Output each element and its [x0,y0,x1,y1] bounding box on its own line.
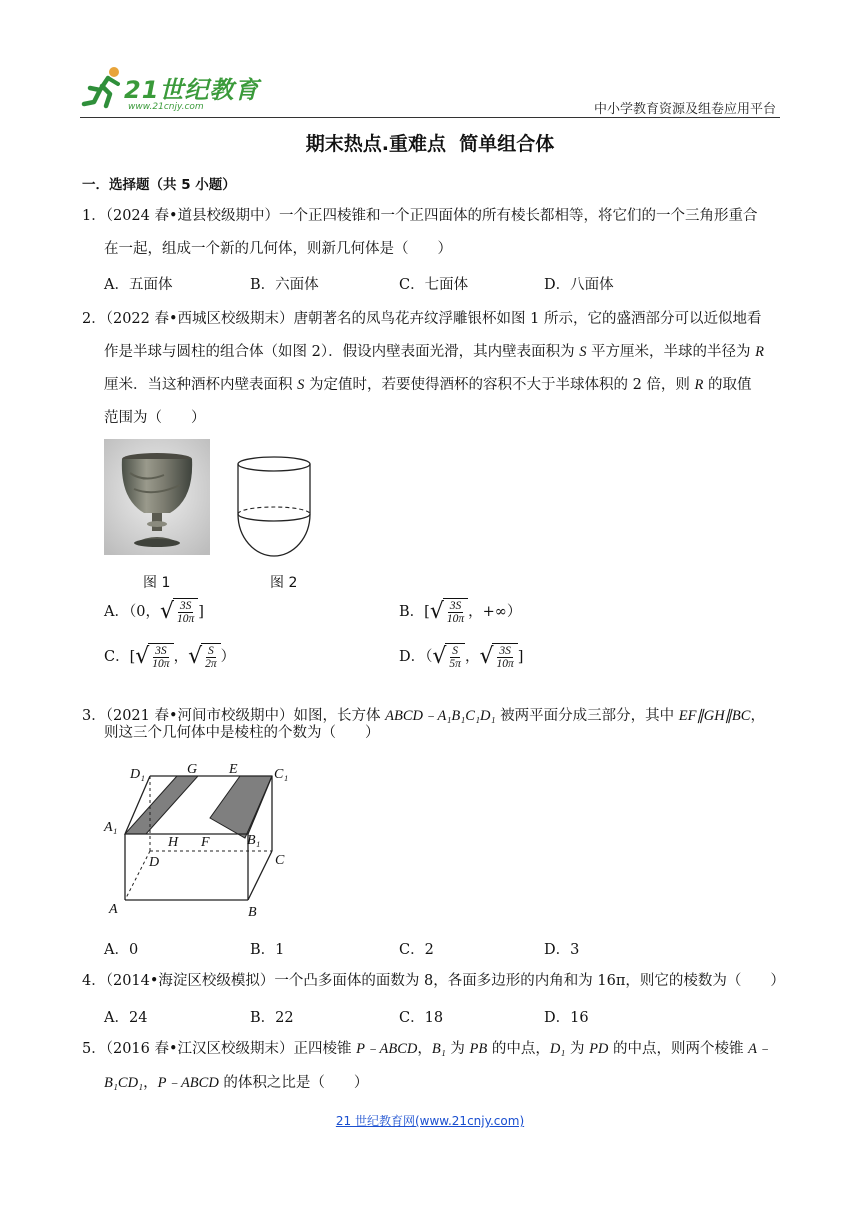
q3-text: 3．（2021 春•河间市校级期中）如图，长方体 [82,708,386,724]
q3-text: 被两平面分成三部分，其中 [495,708,679,724]
logo-text: 21世纪教育 [124,76,260,104]
solid-name: ABCD﹣A₁B₁C₁D₁ [385,708,496,724]
q5-text: 的中点，则两个棱锥 [608,1041,749,1057]
var-s: S [579,344,587,360]
q2-option-a [104,598,204,626]
var-r: R [694,377,704,393]
fraction-denominator: 10π [496,658,514,670]
label-h: H [168,835,179,850]
pyramid-name: P﹣ABCD [356,1041,418,1057]
question-2-line-2 [104,335,764,369]
q1-option-c: C．七面体 [399,277,469,293]
fraction-denominator: 2π [205,658,217,670]
q1-option-b: B．六面体 [250,277,319,293]
figure-3-cuboid-diagram [100,758,300,920]
fraction-denominator: 10π [446,613,465,625]
figure-1-caption: 图 1 [143,575,171,591]
platform-label: 中小学教育资源及组卷应用平台 [593,102,776,117]
q3-text: ， [750,708,765,724]
fraction-numerator: S [452,645,459,657]
q1-option-a: A．五面体 [104,277,173,293]
question-3-line-2: 则这三个几何体中是棱柱的个数为（ ） [104,725,380,741]
q2-text: 平方厘米，半球的半径为 [586,344,756,360]
fraction-denominator: 5π [449,658,461,670]
option-text: ，+∞） [468,604,522,620]
label-b: B [248,905,257,920]
sqrt-expression: √ $\frac{3S}{10\pi}$ [160,598,198,626]
point-b1: B₁ [431,1041,446,1057]
question-1-line-1: 1．（2024 春•道县校级期中）一个正四棱锥和一个正四面体的所有棱长都相等，将它们的一个三角形重合 [82,208,758,224]
q5-text: ， [143,1075,158,1091]
sqrt-expression: √ $\frac{3S}{10\pi}$ [135,643,173,671]
sqrt-expression: √ $\frac{3S}{10\pi}$ [479,643,517,671]
label-c: C [275,853,285,868]
option-text: ， [173,649,189,665]
question-2-line-4: 范围为（ ） [104,410,206,426]
option-text: B．[ [399,604,430,620]
label-g: G [187,762,198,777]
question-2-line-1: 2．（2022 春•西城区校级期末）唐朝著名的凤鸟花卉纹浮雕银杯如图 1 所示，它的盛酒部分可以近似地看 [82,311,762,327]
q2-text: 作是半球与圆柱的组合体（如图 2）．假设内壁表面光滑，其内壁表面积为 [104,344,580,360]
option-text: ] [198,604,204,620]
q2-text: 的取值 [703,377,752,393]
sqrt-expression: √ $\frac{S}{5\pi}$ [432,643,465,671]
q2-text: 厘米．当这种酒杯内壁表面积 [104,377,298,393]
question-2-line-3 [104,368,752,402]
q4-option-d: D．16 [544,1010,589,1026]
sqrt-expression: √ $\frac{S}{2\pi}$ [188,643,221,671]
fraction-numerator: S [207,645,214,657]
figure-2-diagram [228,452,320,564]
label-a1: A₁ [104,820,118,835]
var-r: R [755,344,765,360]
q5-text: 5．（2016 春•江汉区校级期末）正四棱锥 [82,1041,357,1057]
label-c1: C₁ [274,767,289,782]
q1-option-d: D．八面体 [544,277,614,293]
fraction-numerator: 3S [449,600,462,612]
point-d1: D₁ [549,1041,566,1057]
q4-option-a: A．24 [104,1010,148,1026]
header [78,62,780,118]
q4-option-c: C．18 [399,1010,444,1026]
var-s: S [297,377,305,393]
segment-pb: PB [469,1041,488,1057]
figure-2-caption: 图 2 [270,575,298,591]
label-e: E [229,762,238,777]
q5-text: 的中点， [487,1041,550,1057]
fraction-denominator: 10π [152,658,170,670]
parallel-relation: EF∥GH∥BC [678,708,751,724]
footer-link[interactable]: 21 世纪教育网(www.21cnjy.com) [335,1114,525,1128]
q2-option-c [104,643,235,671]
figure-1-cup-photo [104,439,210,555]
label-a: A [109,902,118,917]
fraction-numerator: 3S [179,600,192,612]
q2-option-b [399,598,521,626]
q2-option-d [399,643,523,671]
section-heading: 一．选择题（共 5 小题） [82,177,236,193]
q3-option-b: B．1 [250,942,285,958]
option-text: C．[ [104,649,136,665]
q3-option-c: C．2 [399,942,434,958]
pyramid-name: P﹣ABCD [157,1075,219,1091]
fraction-numerator: 3S [155,645,167,657]
logo-url: www.21cnjy.com [128,102,204,112]
label-f: F [201,835,210,850]
q4-option-b: B．22 [250,1010,294,1026]
page-title: 期末热点.重难点 简单组合体 [305,133,555,155]
header-rule [80,117,780,118]
option-text: ] [517,649,524,665]
question-5-line-2 [104,1066,368,1100]
option-text: A．（0， [104,604,160,620]
question-5-line-1 [82,1032,771,1066]
q5-text: ， [417,1041,432,1057]
question-1-line-2: 在一起，组成一个新的几何体，则新几何体是（ ） [104,241,452,257]
option-text: ， [464,649,480,665]
q5-text: 的体积之比是（ ） [218,1075,369,1091]
q5-text: 为 [445,1041,470,1057]
q2-text: 为定值时，若要使得酒杯的容积不大于半球体积的 2 倍，则 [304,377,695,393]
pyramid-apex: A﹣ [748,1041,772,1057]
fraction-numerator: 3S [499,645,511,657]
label-d1: D₁ [130,767,145,782]
label-b1: B₁ [247,833,261,848]
fraction-denominator: 10π [176,613,195,625]
label-d: D [149,855,160,870]
pyramid-base: B₁CD₁ [104,1075,144,1091]
q3-option-a: A．0 [104,942,139,958]
q3-option-d: D．3 [544,942,580,958]
logo-runner-icon [80,64,128,112]
q5-text: 为 [565,1041,590,1057]
option-text: ） [220,649,236,665]
question-4-line-1: 4．（2014•海淀区校级模拟）一个凸多面体的面数为 8，各面多边形的内角和为 16π，则它的棱数为（ ） [82,973,785,989]
segment-pd: PD [589,1041,609,1057]
sqrt-expression: √ $\frac{3S}{10\pi}$ [430,598,468,626]
option-text: D．（ [399,649,433,665]
